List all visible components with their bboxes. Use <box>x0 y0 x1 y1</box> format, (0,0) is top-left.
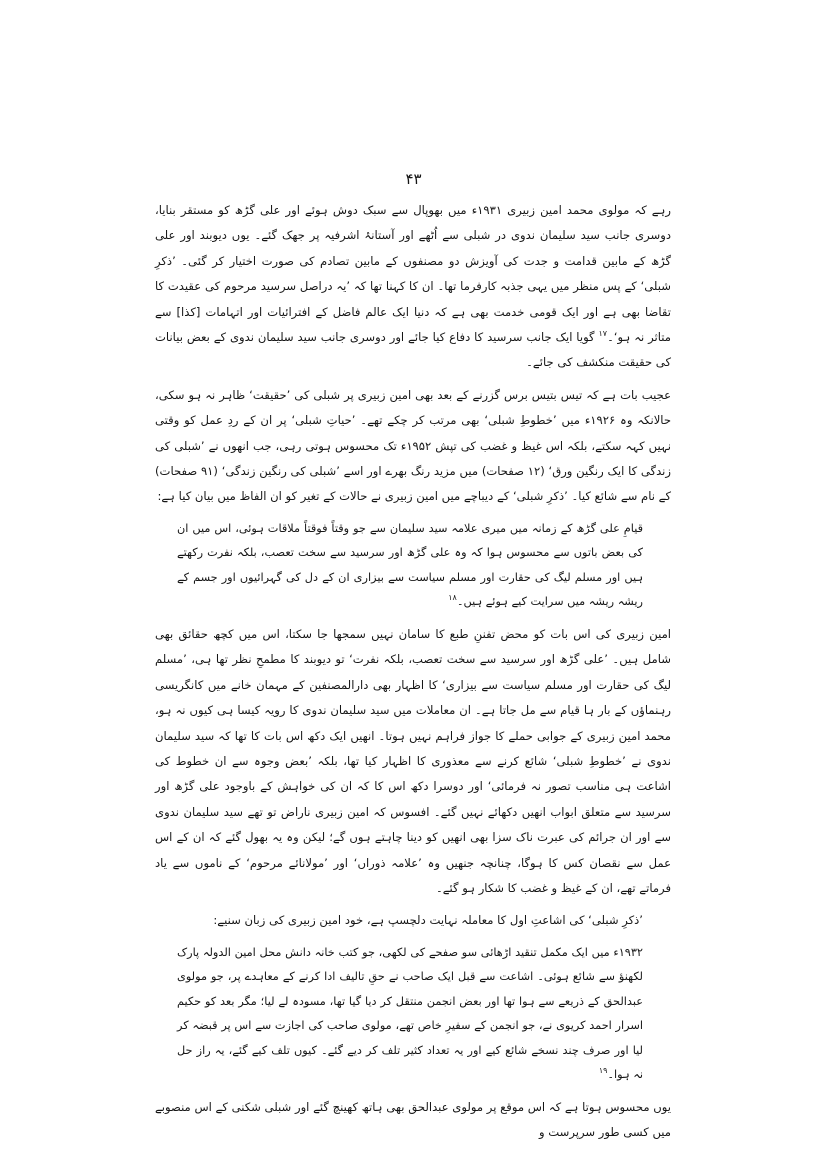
block-quote-1 <box>155 517 671 615</box>
paragraph-3-text: امین زبیری کی اس بات کو محض تفننِ طبع کا سامان نہیں سمجھا جا سکتا، اس میں کچھ حقائق بھی شامل ہیں۔ ’علی گڑھ اور سرسید سے سخت تعصب، بلکہ نفرت‘ تو دیوبند کا مطمحِ نظر تھا ہی، ’مسلم لیگ کی حقارت اور مسلم سیاست سے بیزاری‘ کا اظہار بھی دارالمصنفین کے مہمان خانے میں کانگریسی رہنماؤں کے بار ہا قیام سے مل جاتا ہے۔ ان معاملات میں سید سلیمان ندوی کا رویہ کیسا ہی کیوں نہ ہو، محمد امین زبیری کے جوابی حملے کا جواز فراہم نہیں ہوتا۔ انھیں ایک دکھ اس بات کا تھا کہ سید سلیمان ندوی نے ’خطوطِ شبلی‘ شائع کرنے سے معذوری کا اظہار کیا تھا، بلکہ ’بعض وجوہ سے ان خطوط کی اشاعت ہی مناسب تصور نہ فرمائی‘ اور دوسرا دکھ اس کا کہ ان کی خواہش کے باوجود علی گڑھ اور سرسید سے متعلق ابواب انھیں دکھائے نہیں گئے۔ افسوس کہ امین زبیری ناراض تو تھے سید سلیمان ندوی سے اور ان جرائم کی عبرت ناک سزا بھی انھیں کو دینا چاہتے ہوں گے؛ لیکن وہ یہ بھول گئے کہ ان کے اس عمل سے نقصان کس کا ہوگا، چنانچہ جنھیں وہ ’علامہ ذوراں‘ اور ’مولانائے مرحوم‘ کے ناموں سے یاد فرماتے تھے، ان کے غیظ و غضب کا شکار ہو گئے۔ <box>155 626 671 895</box>
paragraph-2 <box>155 383 671 510</box>
block-quote-2 <box>155 941 671 1088</box>
footnote-marker-17: ۱۷ <box>598 329 608 339</box>
footnote-marker-18: ۱۸ <box>448 593 457 603</box>
block-quote-2-text: ۱۹۳۲ء میں ایک مکمل تنقید اڑھائی سو صفحے کی لکھی، جو کتب خانہ دانش محل امین الدولہ پارک لکھنؤ سے شائع ہوئی۔ اشاعت سے قبل ایک صاحب نے حقِ تالیف ادا کرنے کے معاہدے پر، جو مولوی عبدالحق کے ذریعے سے ہوا تھا اور بعض انجمن منتقل کر دیا گیا تھا، مسودہ لے لیا؛ مگر بعد کو حکیم اسرار احمد کریوی نے، جو انجمن کے سفیرِ خاص تھے، مولوی صاحب کی اجازت سے اس پر قبضہ کر لیا اور صرف چند نسخے شائع کیے اور یہ تعداد کثیر تلف کر دیے گئے۔ کیوں تلف کیے گئے، یہ راز حل نہ ہوا۔ <box>177 945 643 1082</box>
quote-intro: ’ذکرِ شبلی‘ کی اشاعتِ اول کا معاملہ نہایت دلچسپ ہے، خود امین زبیری کی زبان سنیے: <box>213 913 643 928</box>
paragraph-3 <box>155 622 671 901</box>
paragraph-1-text: رہے کہ مولوی محمد امین زبیری ۱۹۳۱ء میں بھوپال سے سبک دوش ہوئے اور علی گڑھ کو مستقر بنایا، دوسری جانب سید سلیمان ندوی در شبلی سے اُٹھے اور آستانۂ اشرفیہ پر جھک گئے۔ یوں دیوبند اور علی گڑھ کے مابین قدامت و جدت کی آویزش دو مصنفوں کے مابین تصادم کی صورت اختیار کر گئی۔ ’ذکرِ شبلی‘ کے پس منظر میں یہی جذبہ کارفرما تھا۔ ان کا کہنا تھا کہ ’یہ دراصل سرسید مرحوم کی عقیدت کا تقاضا بھی ہے اور ایک قومی خدمت بھی ہے کہ دنیا ایک عالم فاضل کے افترائیات اور اتہامات [کذا] سے متاثر نہ ہو‘۔ <box>155 203 671 345</box>
block-quote-1-text: قیامِ علی گڑھ کے زمانہ میں میری علامہ سید سلیمان سے جو وقتاً فوقتاً ملاقات ہوئی، اس میں ان کی بعض باتوں سے محسوس ہوا کہ وہ علی گڑھ اور سرسید سے سخت تعصب، بلکہ نفرت رکھتے ہیں اور مسلم لیگ کی حقارت اور مسلم سیاست سے بیزاری ان کے دل کی گہرائیوں اور جسم کے ریشہ ریشہ میں سرایت کیے ہوئے ہیں۔ <box>177 521 643 609</box>
body-text <box>155 198 671 1153</box>
closing-paragraph: یوں محسوس ہوتا ہے کہ اس موقع پر مولوی عبدالحق بھی ہاتھ کھینچ گئے اور شبلی شکنی کے اس منصوبے میں کسی طور سرپرست و <box>155 1099 671 1140</box>
page-number: ۴۳ <box>405 170 422 188</box>
paragraph-1-tail: گویا ایک جانب سرسید کا دفاع کیا جائے اور دوسری جانب سید سلیمان ندوی کے بعض بیانات کی حقیقت منکشف کی جائے۔ <box>155 330 671 370</box>
paragraph-2-text: عجیب بات ہے کہ تیس بتیس برس گزرنے کے بعد بھی امین زبیری پر شبلی کی ’حقیقت‘ ظاہر نہ ہو سکی، حالانکہ وہ ۱۹۲۶ء میں ’خطوطِ شبلی‘ بھی مرتب کر چکے تھے۔ ’حیاتِ شبلی‘ پر ان کے ردِ عمل کو وقتی نہیں کہہ سکتے، بلکہ اس غیظ و غضب کی تپش ۱۹۵۲ء تک محسوس ہوتی رہی، جب انھوں نے ’شبلی کی زندگی کا ایک رنگین ورق‘ (۱۲ صفحات) میں مزید رنگ بھرے اور اسے ’شبلی کی رنگین زندگی‘ (۹۱ صفحات) کے نام سے شائع کیا۔ ’ذکرِ شبلی‘ کے دیباچے میں امین زبیری نے حالات کے تغیر کو ان الفاظ میں بیان کیا ہے: <box>155 387 672 504</box>
footnote-marker-19: ۱۹ <box>598 1066 608 1076</box>
paragraph-1 <box>155 198 671 376</box>
